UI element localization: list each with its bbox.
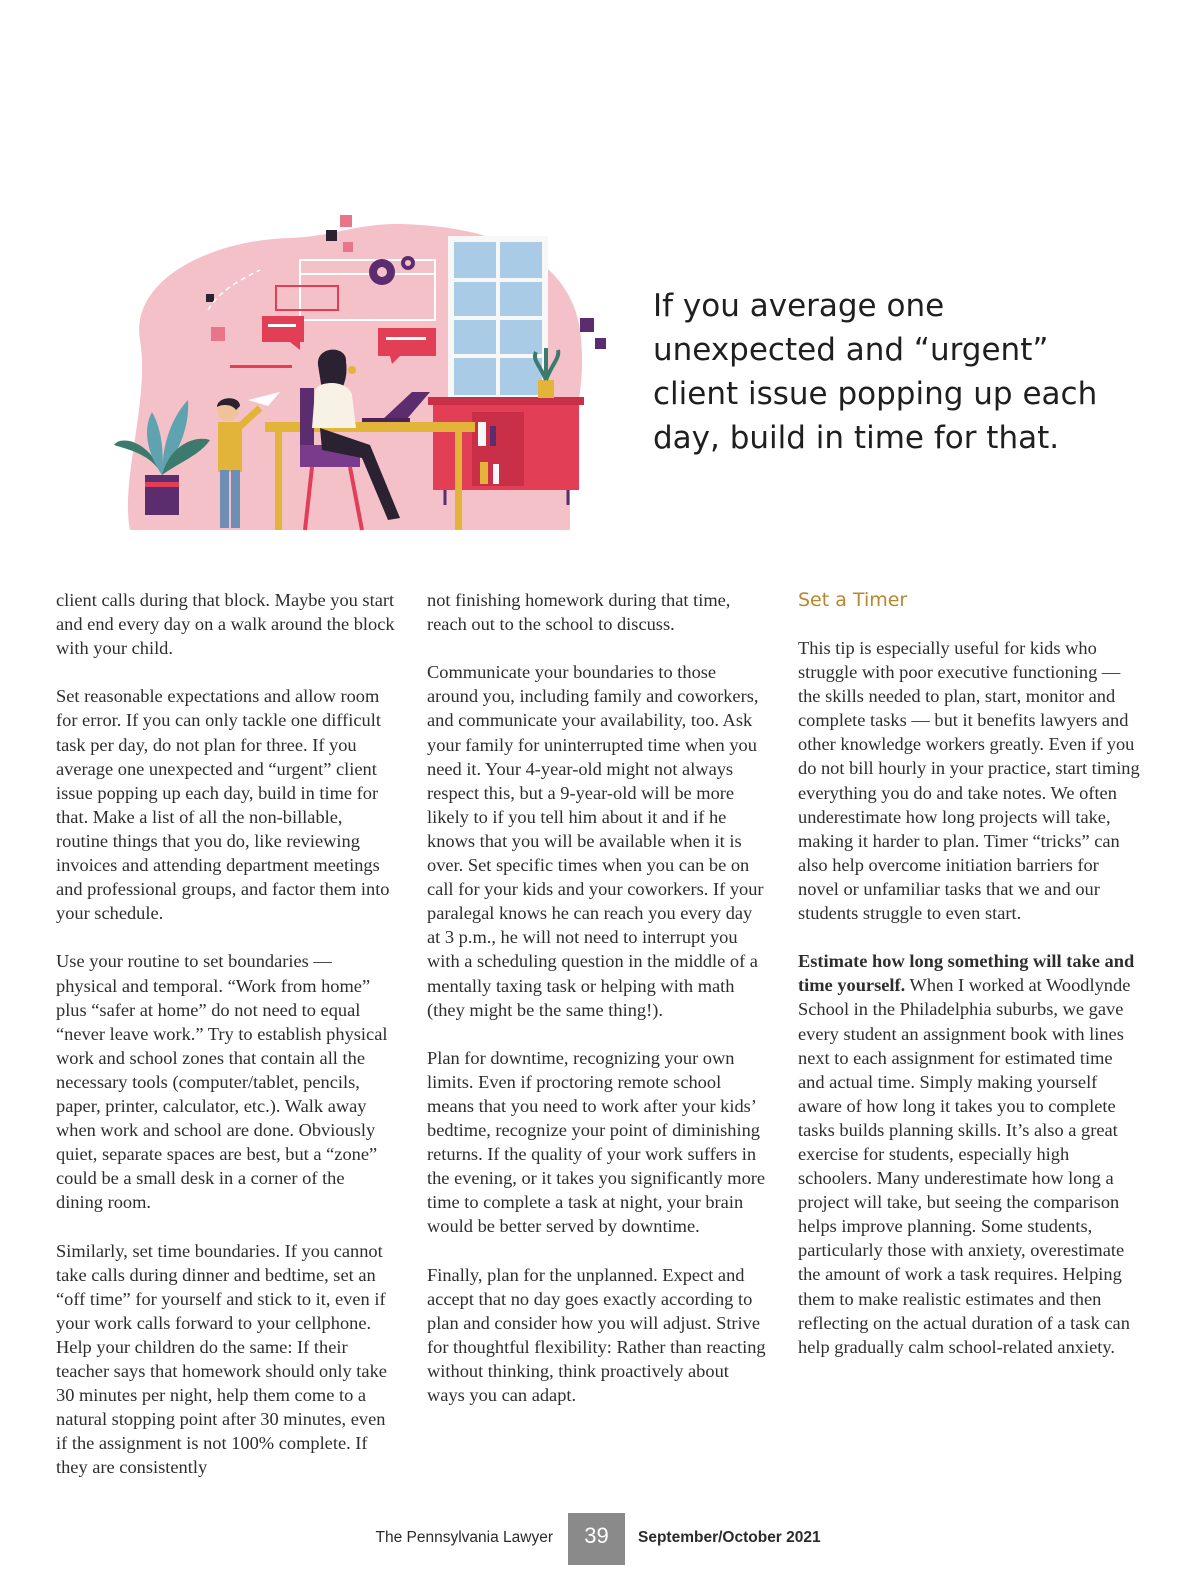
paragraph: Plan for downtime, recognizing your own limits. Even if proctoring remote school means that you need to work after your kids’ bedtime, recognize your point of diminishing returns. If the quality of your work suffers in the evening, or it takes you significantly more time to complete a task at night, your brain would be better served by downtime.: [427, 1047, 766, 1237]
deco-square: [595, 338, 606, 349]
chat-bubble-icon: [262, 316, 304, 342]
paragraph: This tip is especially useful for kids who struggle with poor executive functioning — the skills needed to plan, start, monitor and complete tasks — but it benefits lawyers and other knowledge workers greatly. Even if you do not bill hourly in your practice, start timing everything you do and take notes. We often underestimate how long projects will take, making it harder to plan. Timer “tricks” can also help overcome initiation barriers for novel or unfamiliar tasks that we and our students struggle to even start.: [798, 638, 1140, 924]
deco-square: [343, 242, 353, 252]
deco-square: [340, 215, 352, 227]
plant-pot: [538, 380, 554, 398]
desk: [265, 422, 475, 432]
paragraph: Finally, plan for the unplanned. Expect and accept that no day goes exactly according to plan and consider how you will adjust. Strive for thoughtful flexibility: Rather than reacting without thinking, think proactively about ways you can adapt.: [427, 1264, 766, 1406]
work-from-home-illustration: [100, 200, 620, 545]
plant-pot: [145, 475, 179, 515]
paragraph: [798, 949, 1143, 1359]
paragraph: client calls during that block. Maybe you start and end every day on a walk around the block with your child.: [56, 590, 395, 659]
section-heading: Set a Timer: [798, 589, 908, 611]
paragraph: Communicate your boundaries to those around you, including family and coworkers, and communicate your availability, too. Ask your family for uninterrupted time when you need it. Your 4-year-old might not always respect this, but a 9-year-old will be more likely to if you tell him about it and if he knows that you will be available when it is over. Set specific times when you can be on call for your kids and your coworkers. If your paralegal knows he can reach you every day at 3 p.m., he will not need to interrupt you with a scheduling question in the middle of a mentally taxing task or helping with math (they might be the same thing!).: [427, 662, 764, 1020]
publication-name: The Pennsylvania Lawyer: [375, 1529, 553, 1546]
chair: [300, 388, 314, 448]
paragraph-body: When I worked at Woodlynde School in the Philadelphia suburbs, we gave every student an assignment book with lines next to each assignment for estimated time and actual time. Simply making yourself aware of how long it takes you to complete tasks builds planning skills. It’s also a great exercise for students, especially high schoolers. Many underestimate how long a project will take, but seeing the comparison helps improve planning. Some students, particularly those with anxiety, overestimate the amount of work a task requires. Helping them to make realistic estimates and then reflecting on the actual duration of a task can help gradually calm school-related anxiety.: [798, 975, 1131, 1357]
deco-square: [206, 294, 214, 302]
pull-quote: If you average one unexpected and “urgent” client issue popping up each day, build in time for that.: [653, 288, 1098, 456]
article-column-2: [427, 588, 769, 1431]
child-body: [218, 422, 242, 472]
paragraph: not finishing homework during that time, reach out to the school to discuss.: [427, 590, 731, 635]
article-column-3: [798, 588, 1143, 1383]
deco-square: [580, 318, 594, 332]
issue-date: September/October 2021: [638, 1529, 821, 1546]
paragraph: Similarly, set time boundaries. If you cannot take calls during dinner and bedtime, set an “off time” for yourself and stick to it, even if your work calls forward to your cellphone. Help your children do the same: If their teacher says that homework should only take 30 minutes per night, help them come to a natural stopping point after 30 minutes, even if the assignment is not 100% complete. If they are consistently: [56, 1240, 387, 1478]
page-footer: [0, 1513, 1200, 1565]
paragraph: Set reasonable expectations and allow room for error. If you can only tackle one difficult task per day, do not plan for three. If you average one unexpected and “urgent” client issue popping up each day, build in time for that. Make a list of all the non-billable, routine things that you do, like reviewing invoices and attending department meetings and professional groups, and factor them into your schedule.: [56, 686, 390, 924]
paragraph-lead-in: Estimate how long something will take and time yourself.: [798, 951, 1135, 996]
paragraph: Use your routine to set boundaries — physical and temporal. “Work from home” plus “safer at home” do not need to equal “never leave work.” Try to establish physical work and school zones that contain all the necessary tools (computer/tablet, pencils, paper, printer, calculator, etc.). Walk away when work and school are done. Obviously quiet, separate spaces are best, but a “zone” could be a small desk in a corner of the dining room.: [56, 951, 388, 1213]
chat-bubble-icon: [378, 328, 436, 356]
deco-square: [326, 230, 337, 241]
article-column-1: [56, 588, 396, 1504]
illustration-svg: [100, 200, 620, 545]
deco-square: [211, 327, 225, 341]
page-number: 39: [568, 1513, 625, 1565]
